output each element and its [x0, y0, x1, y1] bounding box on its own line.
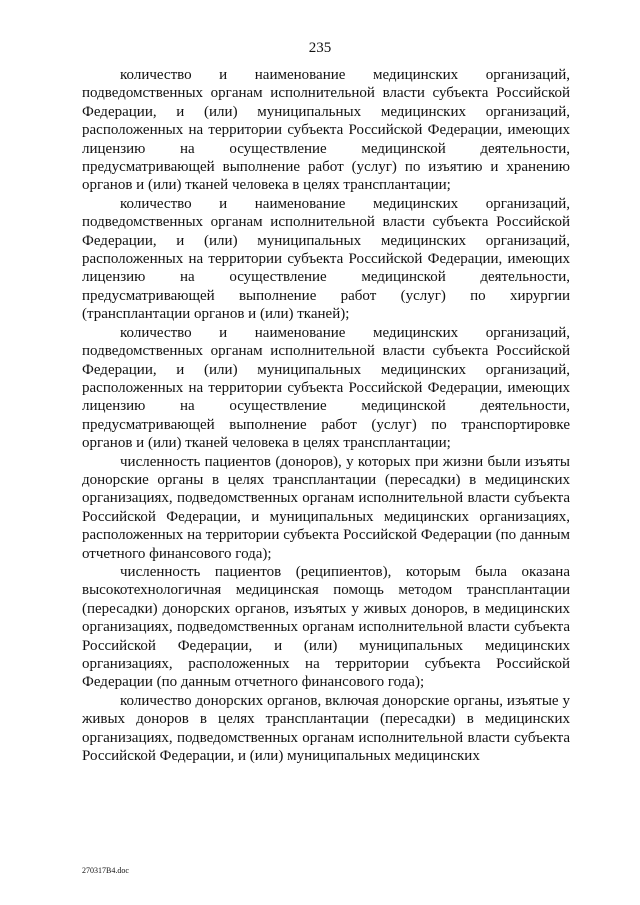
page-number: 235 — [308, 40, 332, 56]
document-file-code: 270317В4.doc — [82, 866, 129, 875]
document-body — [82, 66, 570, 765]
paragraph-living-donor-count: численность пациентов (доноров), у которых при жизни были изъяты донорские органы в целях трансплантации (пересадки) в медицинских организациях, подведомственных органам исполнительной власти субъекта Российской Федерации, и муниципальных медицинских организациях, расположенных на территории субъекта Российской Федерации (по данным отчетного финансового года); — [82, 453, 570, 562]
paragraph-transplant-org-count-harvesting: количество и наименование медицинских организаций, подведомственных органам исполнительной власти субъекта Российской Федерации, и (или) муниципальных медицинских организаций, расположенных на территории субъекта Российской Федерации, имеющих лицензию на осуществление медицинской деятельности, предусматривающей выполнение работ (услуг) по изъятию и хранению органов и (или) тканей человека в целях трансплантации; — [82, 67, 570, 194]
paragraph-transplant-org-count-surgery: количество и наименование медицинских организаций, подведомственных органам исполнительной власти субъекта Российской Федерации, и (или) муниципальных медицинских организаций, расположенных на территории субъекта Российской Федерации, имеющих лицензию на осуществление медицинской деятельности, предусматривающей выполнение работ (услуг) по хирургии (трансплантации органов и (или) тканей); — [82, 195, 570, 323]
paragraph-transplant-org-count-transport: количество и наименование медицинских организаций, подведомственных органам исполнительной власти субъекта Российской Федерации, и (или) муниципальных медицинских организаций, расположенных на территории субъекта Российской Федерации, имеющих лицензию на осуществление медицинской деятельности, предусматривающей выполнение работ (услуг) по транспортировке органов и (или) тканей человека в целях трансплантации; — [82, 324, 570, 452]
paragraph-recipient-count: численность пациентов (реципиентов), которым была оказана высокотехнологичная медицинская помощь методом трансплантации (пересадки) донорских органов, изъятых у живых доноров, в медицинских организациях, подведомственных органам исполнительной власти субъекта Российской Федерации, и (или) муниципальных медицинских организациях, расположенных на территории субъекта Российской Федерации (по данным отчетного финансового года); — [82, 563, 570, 691]
paragraph-donor-organ-count: количество донорских органов, включая донорские органы, изъятые у живых доноров в целях трансплантации (пересадки) в медицинских организациях, подведомственных органам исполнительной власти субъекта Российской Федерации, и (или) муниципальных медицинских — [82, 692, 570, 765]
